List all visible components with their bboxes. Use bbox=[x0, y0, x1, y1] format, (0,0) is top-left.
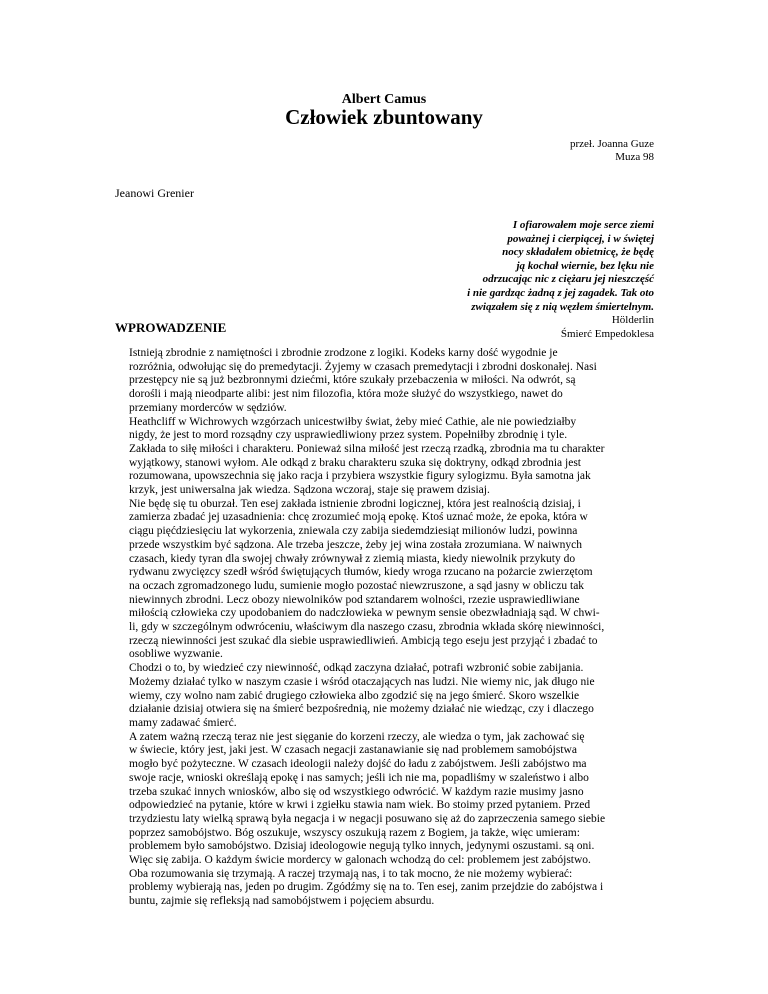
text-line: czasach, kiedy tyran dla swojej chwały zrównywał z ziemią miasta, kiedy niewolnik przykuty do bbox=[129, 552, 576, 565]
paragraph bbox=[115, 416, 660, 498]
text-line: li, gdy w szczególnym odwróceniu, właściwym dla naszego czasu, zbrodnia wkłada skórę niewinności, bbox=[129, 621, 605, 634]
translator-info bbox=[570, 138, 654, 164]
text-line: A zatem ważną rzeczą teraz nie jest sięganie do korzeni rzeczy, ale wiedza o tym, jak zachować się bbox=[129, 730, 585, 743]
text-line: Oba rozumowania się trzymają. A raczej trzymają nas, i to tak mocno, że nie możemy wybierać: bbox=[129, 867, 573, 880]
text-line: Nie będę się tu oburzał. Ten esej zakłada istnienie zbrodni logicznej, która jest realnością dzisiaj, i bbox=[129, 497, 581, 510]
epigraph-line: odrzucając nic z ciężaru jej nieszczęść bbox=[482, 273, 654, 286]
text-line: Możemy działać tylko w naszym czasie i wśród otaczających nas ludzi. Nie wiemy nic, jak długo nie bbox=[129, 675, 595, 688]
text-line: Heathcliff w Wichrowych wzgórzach unicestwiłby świat, żeby mieć Cathie, ale nie powiedziałby bbox=[129, 415, 577, 428]
epigraph-work: Śmierć Empedoklesa bbox=[560, 327, 654, 340]
book-title: Człowiek zbuntowany bbox=[285, 105, 483, 129]
section-heading: WPROWADZENIE bbox=[115, 320, 227, 335]
text-line: rzeczą niewinności jest szukać dla siebie usprawiedliwień. Ambicją tego eseju jest przyjąć i zbadać to bbox=[129, 634, 598, 647]
text-line: niewinnych zbrodni. Lecz obozy niewolników pod sztandarem wolności, rzezie usprawiedliwiane bbox=[129, 593, 580, 606]
dedication: Jeanowi Grenier bbox=[115, 186, 194, 200]
epigraph-line: związałem się z nią węzłem śmiertelnym. bbox=[471, 300, 654, 313]
body-text bbox=[115, 347, 660, 909]
text-line: Więc się zabija. O każdym świcie mordercy w galonach wchodzą do cel: problemem jest zabójstwo. bbox=[129, 854, 591, 867]
epigraph-line: ją kochał wiernie, bez lęku nie bbox=[516, 259, 654, 272]
epigraph-line: I ofiarowałem moje serce ziemi bbox=[512, 219, 654, 231]
epigraph-line: nocy składałem obietnicę, że będę bbox=[502, 246, 654, 259]
epigraph-line: i nie gardząc żadną z jej zagadek. Tak oto bbox=[467, 286, 654, 299]
text-line: działanie dzisiaj otwiera się na śmierć bezpośrednią, nie możemy działać nie wiedząc, czy i dlaczego bbox=[129, 703, 594, 716]
paragraph bbox=[115, 498, 660, 662]
epigraph-author: Hölderlin bbox=[611, 314, 654, 327]
text-line: problemem było samobójstwo. Dzisiaj ideologowie negują tylko innych, jedynymi oszustami. są oni. bbox=[129, 840, 595, 853]
text-line: przede wszystkim być sądzona. Ale trzeba jeszcze, żeby jej wina została zrozumiana. W naiwnych bbox=[129, 538, 582, 551]
text-line: przestępcy nie są już bezbronnymi dziećmi, które szukały przebaczenia w miłości. Na odwrót, są bbox=[129, 374, 576, 387]
text-line: na oczach zgromadzonego ludu, sumienie mogło pozostać niewzruszone, a sąd jasny w obliczu tak bbox=[129, 579, 585, 592]
text-line: zamierza zbadać jej uzasadnienia: chcę zrozumieć moją epokę. Ktoś uznać może, że epoka, która w bbox=[129, 511, 588, 524]
text-line: problemy wybierają nas, jeden po drugim. Zgódźmy się na to. Ten esej, zanim przejdzie do zabójstwa i bbox=[129, 881, 604, 894]
text-line: rozróżnia, odwołując się do premedytacji. Żyjemy w czasach premedytacji i zbrodni doskonałej. Nasi bbox=[129, 360, 597, 373]
text-line: ciągu pięćdziesięciu lat wykorzenia, zniewala czy zabija siedemdziesiąt milionów ludzi, powinna bbox=[129, 525, 578, 538]
paragraph bbox=[115, 731, 660, 868]
epigraph-line: poważnej i cierpiącej, i w świętej bbox=[507, 232, 654, 245]
author-name: Albert Camus bbox=[341, 92, 427, 107]
text-line: przemiany morderców w sędziów. bbox=[129, 401, 287, 414]
text-line: krzyk, jest uniwersalna jak wiedza. Sądzona wczoraj, staje się prawem dzisiaj. bbox=[129, 484, 490, 497]
text-line: nigdy, że jest to mord rozsądny czy usprawiedliwiony przez system. Popełniłby zbrodnię i tyle. bbox=[129, 429, 568, 442]
text-line: Istnieją zbrodnie z namiętności i zbrodnie zrodzone z logiki. Kodeks karny dość wygodnie je bbox=[129, 347, 558, 359]
text-line: rozumowana, upowszechnia się jako racja i przybiera wszystkie figury sylogizmu. Była samotna jak bbox=[129, 470, 591, 483]
text-line: miłością człowieka czy upodobaniem do nadczłowieka w pewnym sensie obezwładniają sąd. W chwi- bbox=[129, 607, 600, 620]
translator-credit: przeł. Joanna Guze bbox=[570, 138, 654, 150]
text-line: wiemy, czy wolno nam zabić drugiego człowieka albo zgodzić się na jego śmierć. Skoro wszelkie bbox=[129, 689, 580, 702]
text-line: rydwanu zwycięzcy szedł wśród świętujących tłumów, kiedy wroga rzucano na pożarcie zwierzętom bbox=[129, 566, 593, 579]
text-line: odpowiedzieć na pytanie, które w krwi i zgiełku stawia nam wiek. Bo stoimy przed pytaniem. Przed bbox=[129, 799, 591, 812]
text-line: w świecie, który jest, jaki jest. W czasach negacji zastanawianie się nad problemem samobójstwa bbox=[129, 744, 577, 757]
text-line: wyjątkowy, stanowi wyłom. Ale odkąd z braku charakteru szuka się doktryny, odkąd zbrodnia jest bbox=[129, 456, 582, 469]
text-line: dorośli i mają nieodparte alibi: jest nim filozofia, która może służyć do wszystkiego, nawet do bbox=[129, 388, 563, 401]
paragraph bbox=[115, 662, 660, 731]
text-line: Chodzi o to, by wiedzieć czy niewinność, odkąd zaczyna działać, potrafi wzbronić sobie zabijania. bbox=[129, 662, 584, 675]
text-line: trzydziestu laty wielką sprawą była negacja i w negacji posuwano się aż do zaprzeczenia samego siebie bbox=[129, 812, 606, 825]
epigraph bbox=[354, 219, 654, 341]
text-line: mogło być pożyteczne. W czasach ideologii należy dojść do ładu z zabójstwem. Jeśli zabójstwo ma bbox=[129, 758, 587, 771]
publisher-name: Muza 98 bbox=[615, 151, 654, 163]
paragraph bbox=[115, 347, 660, 416]
text-line: trzeba szukać innych wniosków, albo się od wszystkiego odwrócić. W każdym razie musimy jasno bbox=[129, 785, 584, 798]
text-line: buntu, zajmie się refleksją nad samobójstwem i pojęciem absurdu. bbox=[129, 895, 435, 908]
text-line: Zakłada to siłę miłości i charakteru. Ponieważ silna miłość jest rzeczą rzadką, zbrodnia ma tu charakter bbox=[129, 442, 605, 455]
text-line: swoje racje, wnioski określają epokę i nas samych; jeśli ich nie ma, popadliśmy w szaleństwo i albo bbox=[129, 771, 589, 784]
text-line: osobliwe wyzwanie. bbox=[129, 648, 223, 661]
text-line: mamy zadawać śmierć. bbox=[129, 716, 237, 729]
text-line: poprzez samobójstwo. Bóg oszukuje, wszyscy oszukują razem z Bogiem, ja także, więc umieram: bbox=[129, 826, 580, 839]
paragraph bbox=[115, 868, 660, 909]
